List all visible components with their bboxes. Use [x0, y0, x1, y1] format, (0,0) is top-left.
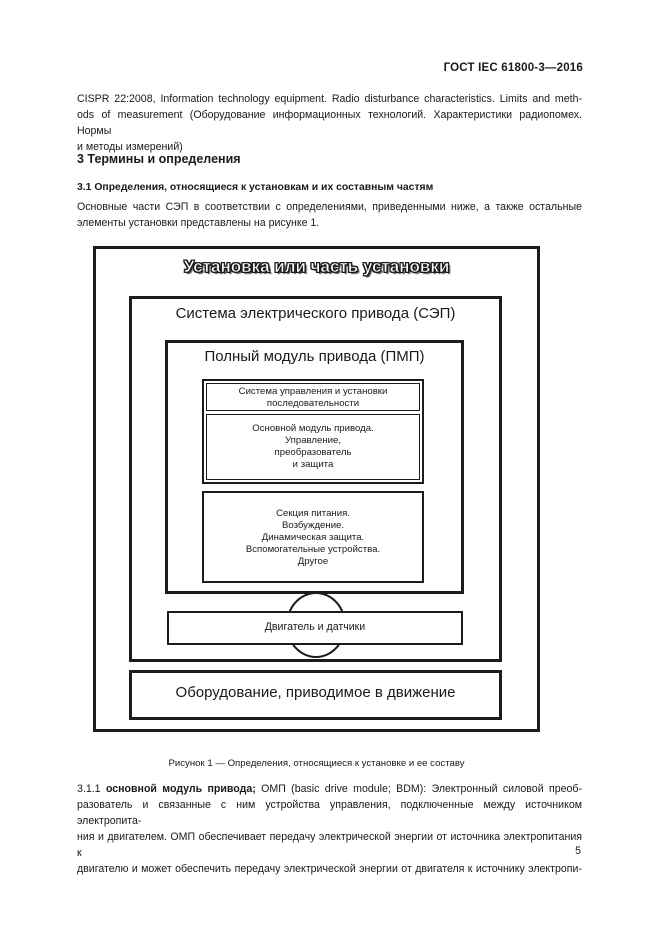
definition-line: двигателю и может обеспечить передачу электрической энергии от двигателя к источнику электропи-	[77, 863, 582, 875]
intro-paragraph	[77, 199, 582, 231]
definition-paragraph	[77, 781, 582, 877]
reference-line: CISPR 22:2008, Information technology equipment. Radio disturbance characteristics. Limits and meth-	[77, 93, 582, 105]
definition-number: 3.1.1	[77, 783, 101, 795]
figure-bdm-line: преобразователь	[274, 447, 352, 458]
reference-line: ods of measurement (Оборудование информационных технологий. Характеристики радиопомех. Нормы	[77, 109, 582, 137]
figure-bdm-line: Основной модуль привода.	[252, 423, 374, 434]
intro-line: Основные части СЭП в соответствии с определениями, приведенными ниже, а также остальные	[77, 201, 582, 213]
figure-feeding-line: Возбуждение.	[281, 520, 345, 531]
definition-term: основной модуль привода;	[105, 783, 256, 795]
definition-line: ния и двигателем. ОМП обеспечивает передачу электрической энергии от источника электропитания к	[77, 831, 582, 859]
figure-control-label	[206, 386, 420, 410]
reference-line: и методы измерений)	[77, 141, 183, 153]
intro-line: элементы установки представлены на рисунке 1.	[77, 217, 320, 229]
figure-cdm-label: Полный модуль привода (ПМП)	[204, 348, 425, 365]
document-header: ГОСТ IEC 61800-3—2016	[443, 62, 583, 74]
definition-line: разователь и связанные с ним устройства управления, подключенные между источником электропита-	[77, 799, 582, 827]
reference-paragraph	[77, 91, 582, 155]
figure-pds-label: Система электрического привода (СЭП)	[175, 305, 456, 322]
figure-control-line: Система управления и установки	[238, 386, 388, 397]
figure-bdm-line: и защита	[292, 459, 334, 470]
figure-installation-label: Установка или часть установки	[183, 257, 450, 276]
figure-caption: Рисунок 1 — Определения, относящиеся к установке и ее составу	[168, 758, 465, 769]
section-title: 3 Термины и определения	[77, 152, 241, 166]
definition-text: ОМП (basic drive module; BDM): Электронный силовой преоб-	[255, 783, 582, 795]
page-number: 5	[575, 845, 581, 857]
figure-bdm-label	[206, 423, 420, 471]
figure-driven-equipment-label: Оборудование, приводимое в движение	[175, 684, 456, 701]
figure-control-line: последовательности	[266, 398, 360, 409]
figure-feeding-label	[202, 508, 424, 568]
definition-line	[77, 781, 582, 797]
figure-feeding-line: Динамическая защита.	[261, 532, 365, 543]
figure-feeding-line: Вспомогательные устройства.	[245, 544, 381, 555]
figure-feeding-line: Другое	[297, 556, 329, 567]
figure-feeding-line: Секция питания.	[276, 508, 350, 519]
figure-bdm-line: Управление,	[285, 435, 341, 446]
figure-motor-label: Двигатель и датчики	[264, 621, 366, 633]
subsection-title: 3.1 Определения, относящиеся к установкам и их составным частям	[77, 182, 434, 193]
